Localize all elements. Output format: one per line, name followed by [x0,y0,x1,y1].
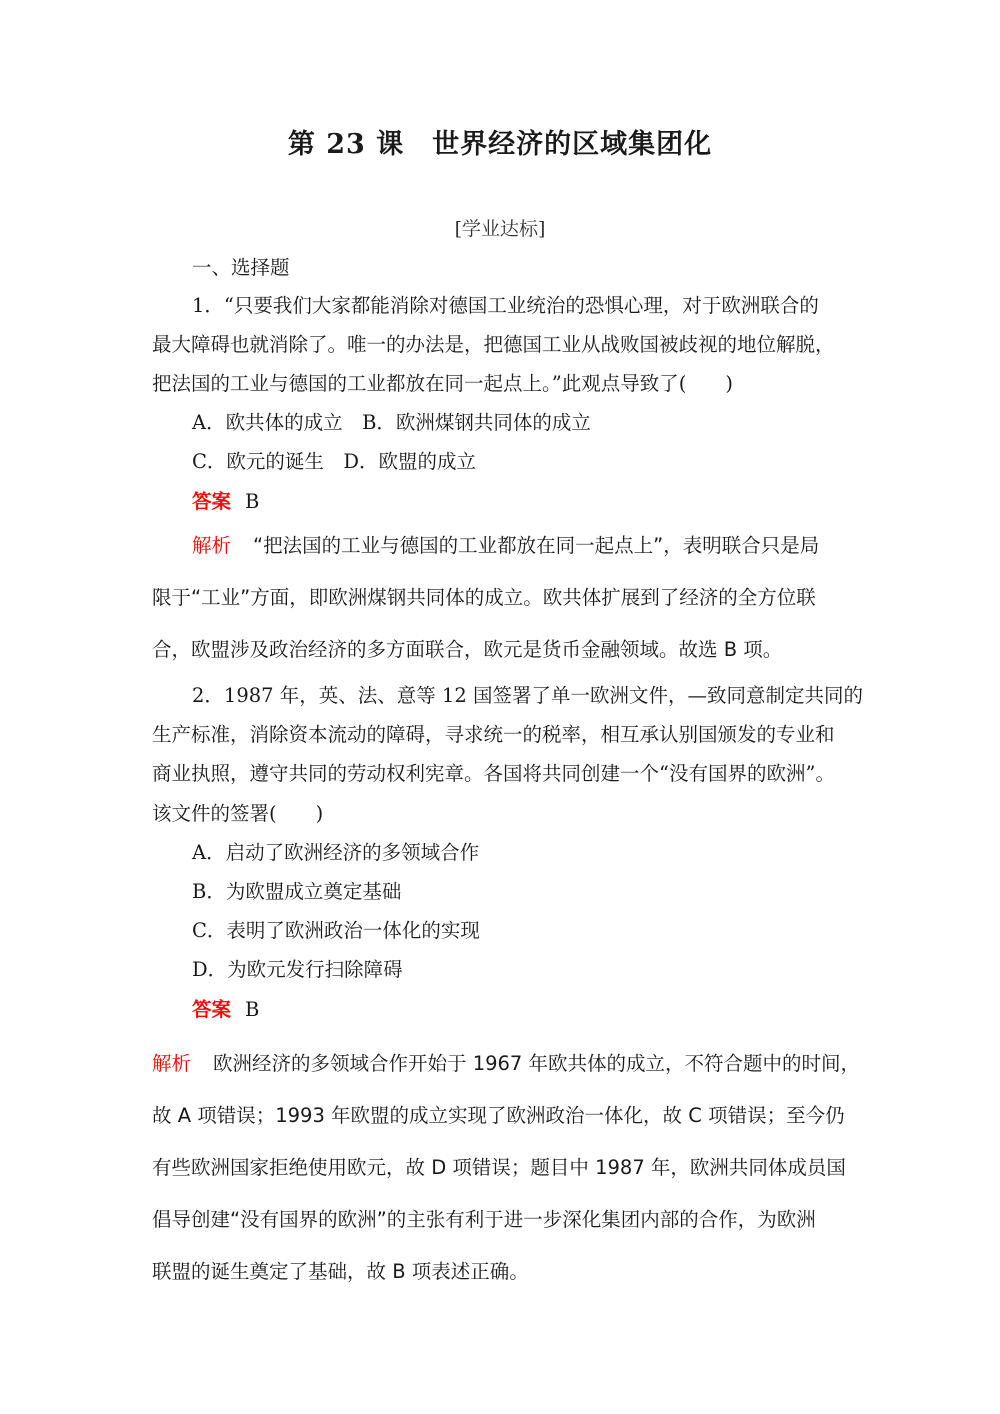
q1-option-line: A．欧共体的成立 B．欧洲煤钢共同体的成立 [192,411,591,434]
answer-value: B [245,490,260,513]
lesson-title: 第 23 课 世界经济的区域集团化 [287,129,713,160]
analysis-text: “把法国的工业与德国的工业都放在同一起点上”，表明联合只是局 [253,534,820,557]
analysis-text: 欧洲经济的多领域合作开始于 1967 年欧共体的成立，不符合题中的时间， [213,1052,861,1075]
section-tag: [学业达标] [454,218,546,240]
analysis-label: 解析 [192,534,232,557]
q2-option-line: D．为欧元发行扫除障碍 [192,958,403,981]
q1-stem-line: 1．“只要我们大家都能消除对德国工业统治的恐惧心理，对于欧洲联合的 [192,294,819,317]
q2-answer [192,1000,259,1020]
answer-label: 答案 [192,998,232,1021]
q1-option-line: C．欧元的诞生 D．欧盟的成立 [192,450,477,473]
q2-analysis-line: 倡导创建“没有国界的欧洲”的主张有利于进一步深化集团内部的合作，为欧洲 [152,1208,816,1231]
analysis-label: 解析 [152,1052,192,1075]
q1-stem-line: 最大障碍也就消除了。唯一的办法是，把德国工业从战败国被歧视的地位解脱， [152,333,835,356]
section-heading: 一、选择题 [192,256,290,279]
q2-stem-line: 2．1987 年，英、法、意等 12 国签署了单一欧洲文件，—致同意制定共同的 [192,684,863,707]
q2-stem-line: 该文件的签署( ) [152,802,324,825]
q2-stem-line: 生产标准，消除资本流动的障碍，寻求统一的税率，相互承认别国颁发的专业和 [152,723,835,746]
q2-option-line: B．为欧盟成立奠定基础 [192,880,402,903]
q2-analysis-line [152,1054,860,1074]
q2-stem-line: 商业执照，遵守共同的劳动权利宪章。各国将共同创建一个“没有国界的欧洲”。 [152,762,835,785]
q2-analysis-line: 故 A 项错误；1993 年欧盟的成立实现了欧洲政治一体化，故 C 项错误；至今仍 [152,1104,845,1127]
q1-analysis-line [192,536,819,556]
q2-analysis-line: 联盟的诞生奠定了基础，故 B 项表述正确。 [152,1260,529,1283]
q2-option-line: A．启动了欧洲经济的多领域合作 [192,841,480,864]
q1-answer [192,492,259,512]
answer-label: 答案 [192,490,232,513]
answer-value: B [245,998,260,1021]
q1-stem-line: 把法国的工业与德国的工业都放在同一起点上。”此观点导致了( ) [152,372,733,395]
q1-analysis-line: 限于“工业”方面，即欧洲煤钢共同体的成立。欧共体扩展到了经济的全方位联 [152,586,816,609]
q1-analysis-line: 合，欧盟涉及政治经济的多方面联合，欧元是货币金融领域。故选 B 项。 [152,638,783,661]
q2-option-line: C．表明了欧洲政治一体化的实现 [192,919,480,942]
q2-analysis-line: 有些欧洲国家拒绝使用欧元，故 D 项错误；题目中 1987 年，欧洲共同体成员国 [152,1156,846,1179]
